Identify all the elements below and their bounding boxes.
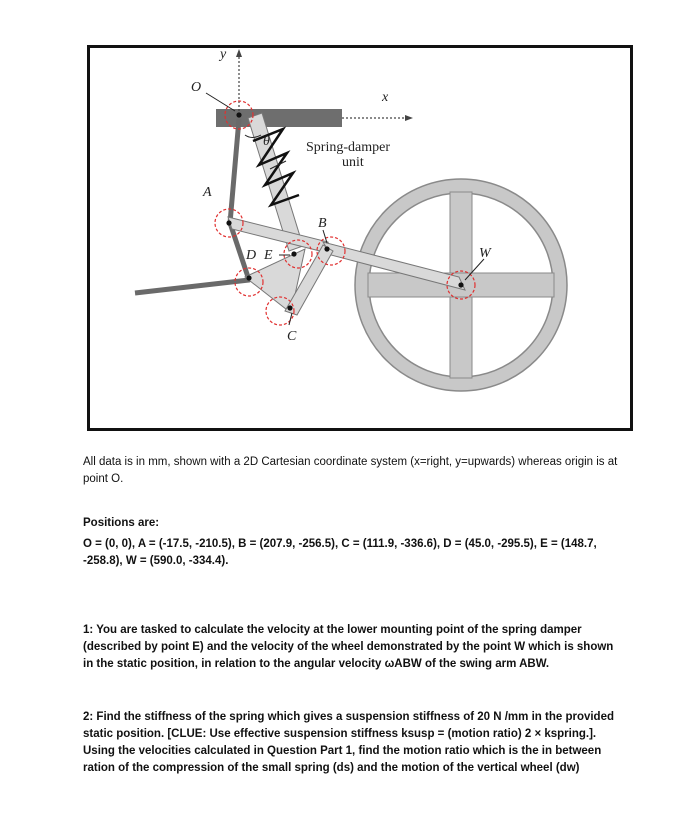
intro-paragraph: All data is in mm, shown with a 2D Cartesian coordinate system (x=right, y=upwards) whereas origin is at point O. [83, 456, 618, 485]
label-O: O [191, 80, 202, 95]
label-W: W [479, 246, 491, 261]
joint-C [287, 305, 292, 310]
label-E: E [264, 248, 273, 263]
chassis-block [216, 109, 342, 127]
joint-D [246, 275, 251, 280]
positions-heading: Positions are: [83, 517, 160, 529]
label-B: B [318, 216, 327, 231]
label-unit: unit [342, 155, 364, 170]
joint-O [236, 112, 241, 117]
positions-paragraph [83, 515, 623, 570]
label-D: D [246, 248, 257, 263]
joint-W [458, 282, 463, 287]
suspension-diagram [87, 45, 633, 431]
question-2: 2: Find the stiffness of the spring which gives a suspension stiffness of 20 N /mm in the provided static position. [CLUE: Use effective suspension stiffness ksusp = (motion ratio) 2 × kspring.]. Using the velocities calculated in Question Part 1, find the motion ratio which is the in between ration of the compression of the small spring (ds) and the motion of the vertical wheel (dw) [83, 711, 614, 774]
question-1: 1: You are tasked to calculate the velocity at the lower mounting point of the spring damper (described by point E) and the velocity of the wheel demonstrated by the point W which is shown in the static position, in relation to the angular velocity ωABW of the swing arm ABW. [83, 624, 614, 670]
joint-A [226, 220, 231, 225]
label-y: y [220, 47, 227, 62]
joint-B [324, 246, 329, 251]
label-A: A [203, 185, 212, 200]
label-x: x [382, 90, 389, 105]
suspension-figure [87, 45, 633, 431]
label-C: C [287, 329, 297, 344]
label-theta: θ [263, 134, 270, 149]
joint-E [291, 251, 296, 256]
label-spring-damper: Spring-damper [306, 140, 390, 155]
positions-list: O = (0, 0), A = (-17.5, -210.5), B = (207.9, -256.5), C = (111.9, -336.6), D = (45.0, -295.5), E = (148.7, -258.8), W = (590.0, -334.4). [83, 538, 597, 567]
